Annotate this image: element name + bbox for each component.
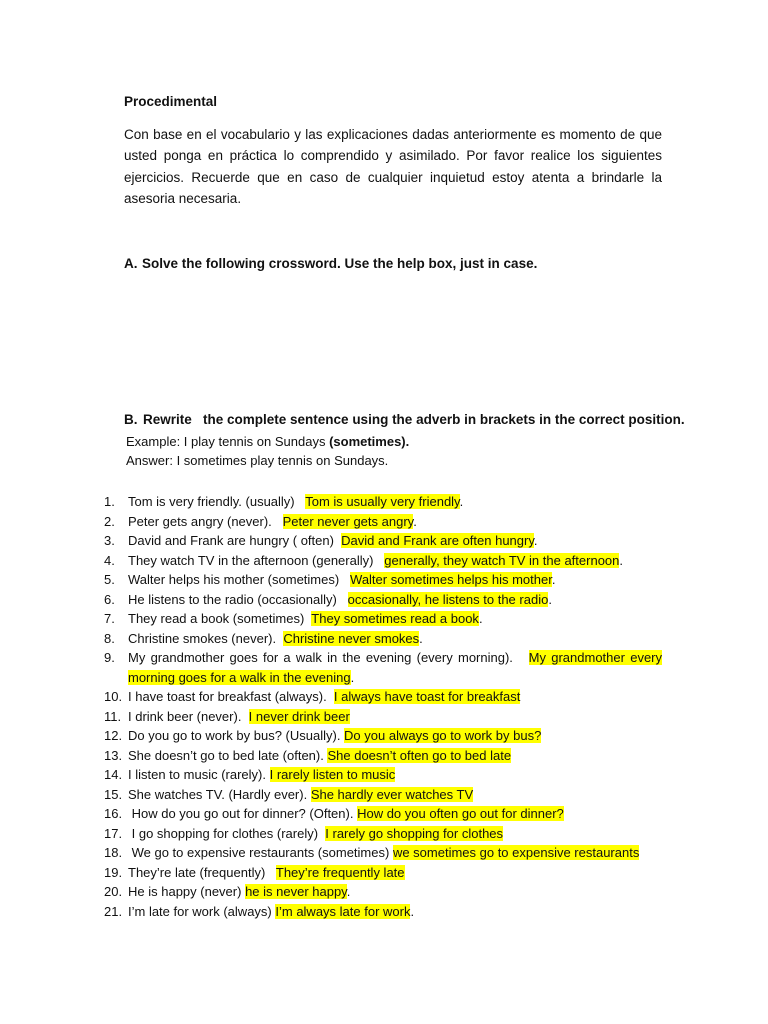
item-sentence: I’m late for work (always) [128,903,276,919]
item-end-punctuation: . [478,611,483,626]
item-text [128,648,662,687]
item-answer-highlight: we sometimes go to expensive restaurants [392,845,640,860]
item-answer-highlight: She hardly ever watches TV [310,786,474,802]
item-text [128,494,463,509]
list-item [104,609,664,629]
list-item [104,590,664,610]
item-sentence: They’re late (frequently) [128,864,276,880]
item-end-punctuation: . [346,884,351,899]
exercise-a-title [124,256,537,271]
item-number: 3. [104,533,115,548]
item-number: 15. [104,786,123,802]
list-item [104,726,664,746]
item-text [128,806,564,821]
item-sentence: She watches TV. (Hardly ever). [128,786,311,802]
list-item [104,492,664,512]
item-text [128,884,350,899]
item-sentence: Walter helps his mother (sometimes) [128,572,351,587]
item-answer-highlight: I’m always late for work [275,903,411,919]
item-number: 1. [104,494,115,509]
item-sentence: How do you go out for dinner? (Often). [128,806,358,821]
list-item [104,863,664,883]
item-sentence: I have toast for breakfast (always). [128,689,334,704]
answer-line: Answer: I sometimes play tennis on Sundays. [126,453,389,468]
example-line [126,432,409,451]
item-sentence: They watch TV in the afternoon (generally) [128,552,385,568]
exercise-a-text: Solve the following crossword. Use the help box, just in case. [142,256,538,271]
item-number: 5. [104,572,115,587]
list-item [104,629,664,649]
item-number: 9. [104,650,115,665]
exercise-b-text: Rewrite the complete sentence using the adverb in brackets in the correct position. [143,412,685,427]
item-text [128,592,552,607]
item-text [128,728,541,743]
item-answer-highlight: Peter never gets angry [282,513,414,529]
item-end-punctuation: . [548,591,552,607]
item-text [128,865,405,880]
item-number: 10. [104,689,123,704]
item-number: 21. [104,903,123,919]
item-text [128,514,417,529]
list-item [104,765,664,785]
item-text [128,631,423,646]
list-item [104,882,664,902]
intro-paragraph: Con base en el vocabulario y las explicaciones dadas anteriormente es momento de que usted ponga en práctica lo comprendido y asimilado. Por favor realice los siguientes ejercicios. Recuerde que en caso de cualquier inquietud estoy atenta a brindarle la asesoria necesaria. [124,127,662,206]
item-number: 19. [104,864,123,880]
item-answer-highlight: She doesn’t often go to bed late [327,747,512,763]
item-end-punctuation: . [350,669,355,685]
item-number: 7. [104,611,115,626]
example-label: Example: I play tennis on Sundays [126,434,330,449]
item-number: 6. [104,591,115,607]
item-answer-highlight: Christine never smokes [283,630,420,646]
example-adverb: (sometimes). [329,434,410,449]
item-end-punctuation: . [410,903,415,919]
item-answer-highlight: They sometimes read a book [311,611,479,626]
list-item [104,843,664,863]
item-end-punctuation: . [413,513,417,529]
item-text [128,826,503,841]
item-number: 8. [104,630,115,646]
item-sentence: David and Frank are hungry ( often) [128,533,342,548]
item-number: 17. [104,825,123,841]
item-sentence: He is happy (never) [128,884,246,899]
list-item [104,804,664,824]
item-sentence: I listen to music (rarely). [128,767,270,782]
exercise-a-letter: A. [124,256,138,271]
item-answer-highlight: David and Frank are often hungry [341,533,534,548]
item-sentence: They read a book (sometimes) [128,611,312,626]
item-text [128,709,350,724]
list-item [104,570,664,590]
item-text [128,748,511,763]
item-answer-highlight: generally, they watch TV in the afternoon [384,552,620,568]
item-number: 20. [104,884,123,899]
item-answer-highlight: Do you always go to work by bus? [344,728,542,743]
list-item [104,707,664,727]
list-item [104,824,664,844]
item-answer-highlight: occasionally, he listens to the radio [347,591,549,607]
list-item [104,785,664,805]
list-item [104,687,664,707]
item-number: 4. [104,552,115,568]
item-answer-highlight: How do you often go out for dinner? [357,806,564,821]
item-text [128,904,414,919]
item-sentence: My grandmother goes for a walk in the evening (every morning). [128,650,529,665]
item-answer-highlight: I never drink beer [248,708,350,724]
item-text [128,553,623,568]
item-sentence: Christine smokes (never). [128,630,284,646]
item-text [128,611,483,626]
item-text [128,533,538,548]
item-sentence: We go to expensive restaurants (sometimes) [128,845,393,860]
item-text [128,787,473,802]
item-text [128,572,555,587]
item-sentence: She doesn’t go to bed late (often). [128,747,328,763]
list-item [104,512,664,532]
item-number: 2. [104,513,115,529]
list-item [104,648,664,687]
item-sentence: Do you go to work by bus? (Usually). [128,728,345,743]
item-answer-highlight: Tom is usually very friendly [305,494,460,509]
item-sentence: He listens to the radio (occasionally) [128,591,348,607]
section-heading: Procedimental [124,94,218,109]
item-answer-highlight: My grandmother every morning goes for a walk in the evening [128,650,663,685]
list-item [104,531,664,551]
item-answer-highlight: They’re frequently late [275,864,405,880]
item-end-punctuation: . [419,630,423,646]
exercise-b-title [124,412,685,427]
item-end-punctuation: . [459,494,464,509]
item-text [128,689,520,704]
list-item [104,551,664,571]
exercise-b-letter: B. [124,412,138,427]
list-item [104,746,664,766]
exercise-list [104,492,664,921]
item-number: 16. [104,806,123,821]
item-answer-highlight: Walter sometimes helps his mother [350,572,552,587]
item-sentence: I go shopping for clothes (rarely) [128,825,326,841]
item-sentence: Peter gets angry (never). [128,513,283,529]
item-number: 13. [104,747,123,763]
item-number: 11. [104,708,122,724]
item-end-punctuation: . [619,552,624,568]
item-answer-highlight: I always have toast for breakfast [333,689,521,704]
item-answer-highlight: I rarely go shopping for clothes [325,825,504,841]
item-number: 14. [104,767,123,782]
item-sentence: I drink beer (never). [128,708,249,724]
item-end-punctuation: . [533,533,538,548]
item-answer-highlight: he is never happy [245,884,347,899]
item-answer-highlight: I rarely listen to music [269,767,396,782]
item-sentence: Tom is very friendly. (usually) [128,494,306,509]
item-end-punctuation: . [551,572,556,587]
list-item [104,902,664,922]
item-text [128,845,639,860]
item-number: 18. [104,845,123,860]
item-text [128,767,395,782]
item-number: 12. [104,728,123,743]
example-block [126,432,409,470]
